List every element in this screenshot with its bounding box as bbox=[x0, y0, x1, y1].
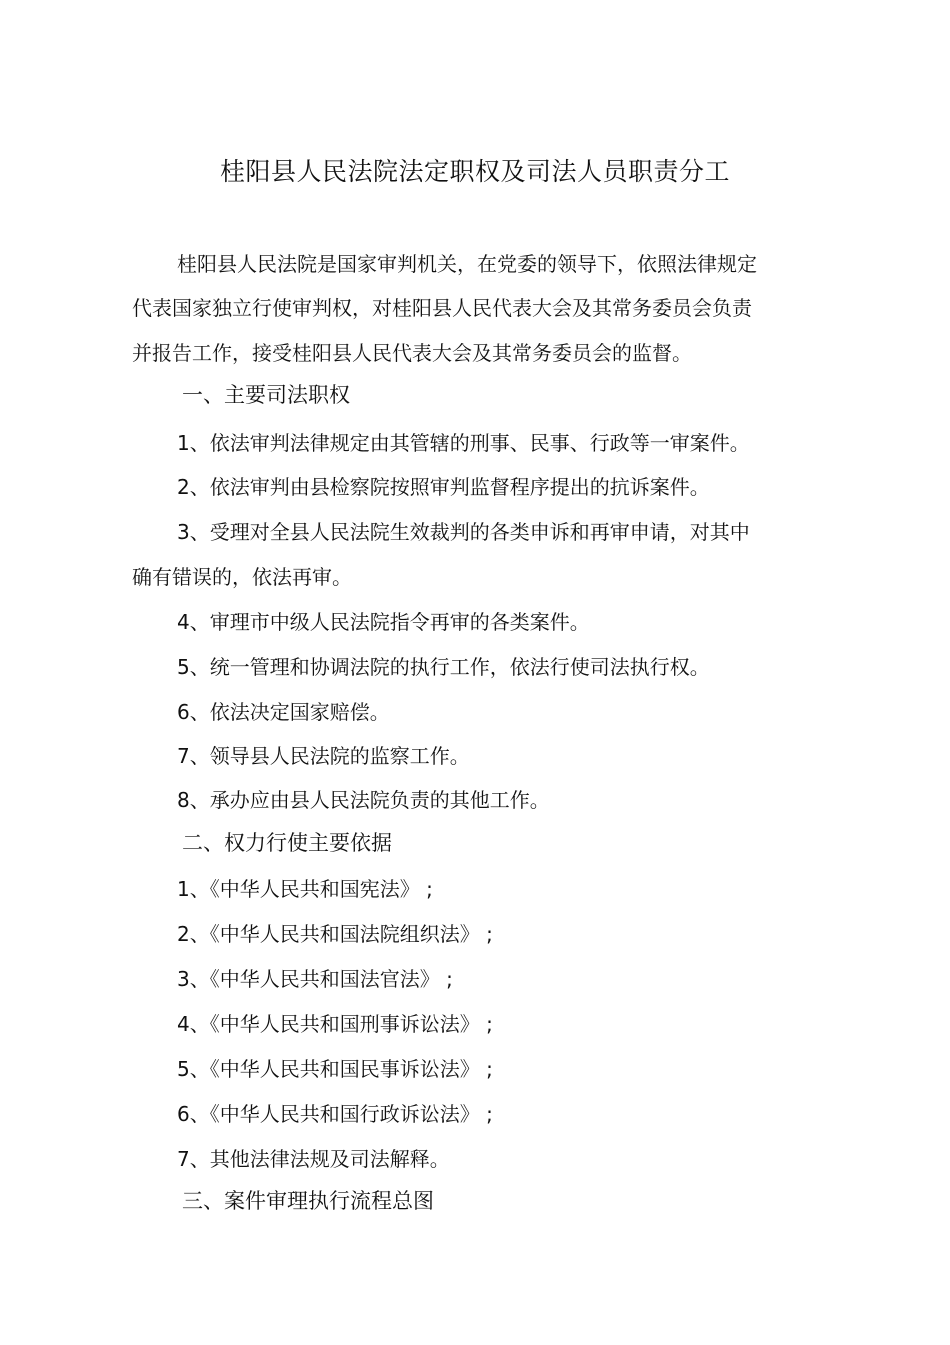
powers-item-3-continued: 确有错误的，依法再审。 bbox=[132, 565, 352, 589]
basis-item-7: 7、其他法律法规及司法解释。 bbox=[177, 1147, 450, 1171]
powers-item-3: 3、受理对全县人民法院生效裁判的各类申诉和再审申请，对其中 bbox=[177, 520, 750, 544]
basis-item-1: 1、《中华人民共和国宪法》 ; bbox=[177, 877, 433, 901]
intro-line-3: 并报告工作，接受桂阳县人民代表大会及其常务委员会的监督。 bbox=[132, 341, 692, 365]
document-title: 桂阳县人民法院法定职权及司法人员职责分工 bbox=[219, 157, 730, 186]
section-heading-basis: 二、权力行使主要依据 bbox=[182, 831, 392, 855]
intro-line-2: 代表国家独立行使审判权，对桂阳县人民代表大会及其常务委员会负责 bbox=[132, 296, 752, 320]
powers-item-5: 5、统一管理和协调法院的执行工作，依法行使司法执行权。 bbox=[177, 655, 710, 679]
powers-item-8: 8、承办应由县人民法院负责的其他工作。 bbox=[177, 788, 550, 812]
powers-item-7: 7、领导县人民法院的监察工作。 bbox=[177, 744, 470, 768]
basis-item-4: 4、《中华人民共和国刑事诉讼法》 ; bbox=[177, 1012, 493, 1036]
powers-item-2: 2、依法审判由县检察院按照审判监督程序提出的抗诉案件。 bbox=[177, 475, 710, 499]
powers-item-6: 6、依法决定国家赔偿。 bbox=[177, 700, 390, 724]
powers-item-4: 4、审理市中级人民法院指令再审的各类案件。 bbox=[177, 610, 590, 634]
basis-item-5: 5、《中华人民共和国民事诉讼法》 ; bbox=[177, 1057, 493, 1081]
powers-item-1: 1、依法审判法律规定由其管辖的刑事、民事、行政等一审案件。 bbox=[177, 431, 750, 455]
section-heading-powers: 一、主要司法职权 bbox=[182, 383, 350, 407]
basis-item-2: 2、《中华人民共和国法院组织法》 ; bbox=[177, 922, 493, 946]
section-heading-flowchart: 三、案件审理执行流程总图 bbox=[182, 1189, 434, 1213]
basis-item-6: 6、《中华人民共和国行政诉讼法》 ; bbox=[177, 1102, 493, 1126]
intro-line-1: 桂阳县人民法院是国家审判机关，在党委的领导下，依照法律规定 bbox=[177, 252, 757, 276]
basis-item-3: 3、《中华人民共和国法官法》 ; bbox=[177, 967, 453, 991]
